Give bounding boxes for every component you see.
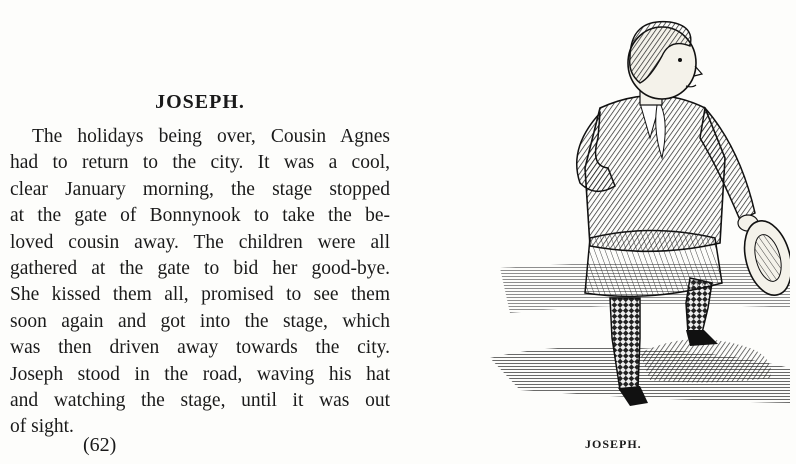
illustration-caption: JOSEPH. (585, 437, 642, 451)
paragraph-line: of sight. (10, 416, 74, 438)
paragraph-line: gathered at the gate to bid her good-bye. (10, 258, 390, 280)
right-page (440, 0, 796, 464)
paragraph-line: loved cousin away. The children were all (10, 231, 390, 253)
paragraph-line: The holidays being over, Cousin Agnes (32, 126, 390, 147)
chapter-title: JOSEPH. (155, 91, 245, 113)
paragraph-line: and watching the stage, until it was out (10, 390, 390, 412)
paragraph-line: clear January morning, the stage stopped (10, 178, 390, 200)
paragraph-line: She kissed them all, promised to see them (10, 284, 390, 306)
body-paragraph (10, 124, 390, 441)
paragraph-line: had to return to the city. It was a cool, (10, 152, 390, 174)
head (628, 22, 702, 105)
paragraph-line: at the gate of Bonnynook to take the be- (10, 205, 390, 227)
boy-engraving-illustration (490, 8, 790, 418)
paragraph-line: soon again and got into the stage, which (10, 310, 390, 332)
page-number: (62) (83, 434, 117, 456)
paragraph-line: was then driven away towards the city. (10, 337, 390, 359)
paragraph-line: Joseph stood in the road, waving his hat (10, 363, 390, 385)
